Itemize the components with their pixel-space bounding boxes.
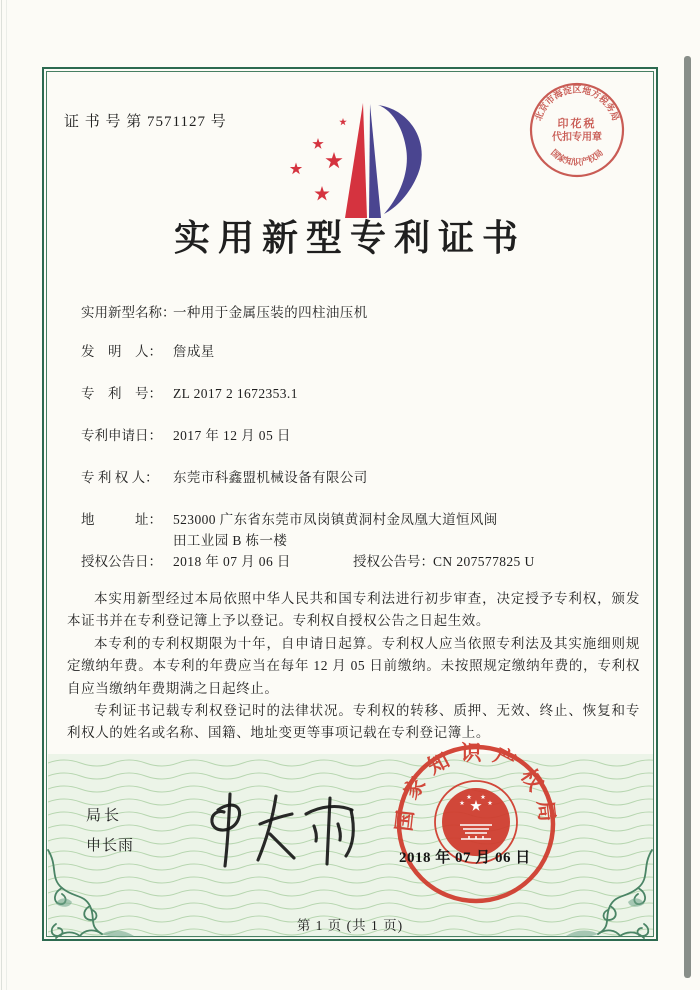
scan-edge-left: [1, 0, 7, 990]
tax-stamp-line1: 印花税: [557, 118, 597, 130]
field-label: 授权公告号：: [353, 554, 434, 569]
field-inventor: [81, 341, 215, 362]
body-text: [67, 588, 640, 745]
seal-arc-text: 国家知识产权局: [391, 740, 561, 833]
field-value: 东莞市科鑫盟机械设备有限公司: [173, 470, 368, 485]
field-label: 实用新型名称：: [81, 305, 176, 320]
tax-stamp-arc-bottom: 国家知识产权局: [549, 147, 605, 168]
body-paragraph-1: 本实用新型经过本局依照中华人民共和国专利法进行初步审查，决定授予专利权，颁发本证书并在专利登记簿上予以登记。专利权自授权公告之日起生效。: [67, 591, 640, 629]
director-title: 局长: [86, 808, 123, 824]
cnipa-official-seal: [381, 729, 571, 919]
field-label: 地 址：: [81, 512, 162, 527]
field-grant-number: [353, 551, 535, 572]
handwritten-signature: [188, 788, 363, 873]
page-footer: 第 1 页 (共 1 页): [296, 918, 404, 933]
field-value: 523000 广东省东莞市凤岗镇黄洞村金凤凰大道恒风闽田工业园 B 栋一楼: [173, 512, 498, 548]
director-name: 申长雨: [86, 838, 135, 854]
field-label: 专 利 权 人：: [81, 470, 159, 485]
field-value: CN 207577825 U: [433, 554, 535, 569]
tax-stamp-arc-top: 北京市海淀区地方税务局: [533, 84, 621, 123]
body-paragraph-2: 本专利的专利权期限为十年，自申请日起算。专利权人应当依照专利法及其实施细则规定缴纳年费。本专利的年费应当在每年 12 月 05 日前缴纳。未按照规定缴纳年费的，专利权自应当缴纳年费期满之日起终止。: [67, 635, 640, 696]
field-utility-model-name: [81, 302, 368, 323]
tax-stamp-seal: [526, 79, 628, 181]
field-address: [81, 509, 505, 551]
tax-stamp-line2: 代扣专用章: [552, 132, 602, 143]
field-patentee: [81, 467, 368, 488]
field-patent-number: [81, 383, 298, 404]
field-grant-date: [81, 551, 291, 572]
certificate-number: 证 书 号 第 7571127 号: [64, 114, 227, 130]
seal-date: 2018 年 07 月 06 日: [399, 850, 531, 866]
field-value: ZL 2017 2 1672353.1: [173, 386, 298, 401]
svg-text:国家知识产权局: [549, 147, 605, 167]
scan-edge-shadow: [684, 56, 691, 978]
body-paragraph-3: 专利证书记载专利权登记时的法律状况。专利权的转移、质押、无效、终止、恢复和专利权人的姓名或名称、国籍、地址变更等事项记载在专利登记簿上。: [67, 703, 640, 741]
field-filing-date: [81, 425, 291, 446]
field-label: 专利申请日：: [81, 428, 162, 443]
field-label: 授权公告日：: [81, 554, 162, 569]
field-value: 一种用于金属压装的四柱油压机: [173, 305, 368, 320]
certificate-title: 实用新型专利证书: [173, 218, 526, 258]
field-value: 2018 年 07 月 06 日: [173, 554, 291, 569]
cnipa-logo-icon: [280, 96, 440, 221]
field-label: 专 利 号：: [81, 386, 162, 401]
svg-text:北京市海淀区地方税务局: [532, 84, 621, 122]
field-value: 2017 年 12 月 05 日: [173, 428, 291, 443]
field-label: 发 明 人：: [81, 344, 162, 359]
field-value: 詹成星: [173, 344, 215, 359]
